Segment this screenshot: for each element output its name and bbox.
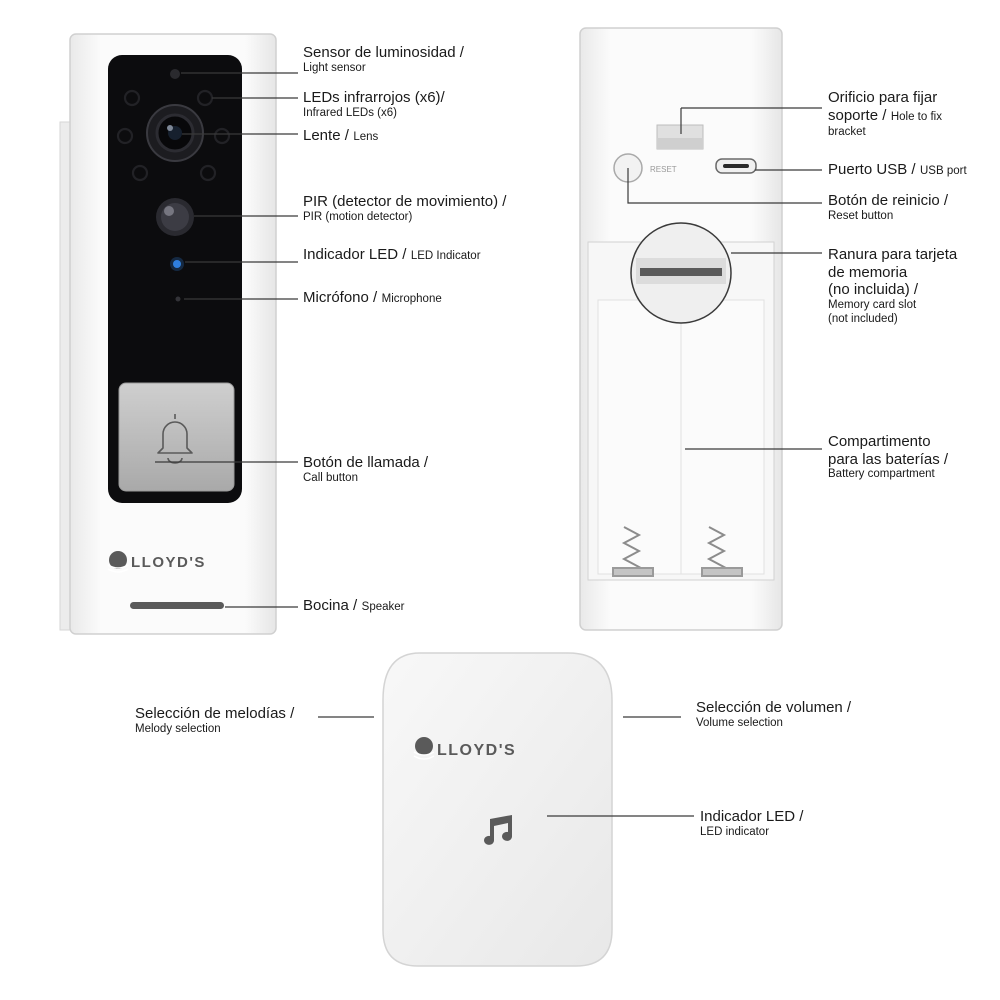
memory-slot-es-1: Ranura para tarjeta <box>828 246 958 263</box>
call-button <box>119 383 234 491</box>
doorbell-front <box>60 34 276 634</box>
callout-pir <box>303 193 506 224</box>
battery-en: Battery compartment <box>828 468 935 481</box>
pir-es: PIR (detector de movimiento) / <box>303 193 507 210</box>
volume-en: Volume selection <box>696 716 783 729</box>
ir-leds-es: LEDs infrarrojos (x6)/ <box>303 89 445 106</box>
memory-slot-es-2: de memoria <box>828 263 908 281</box>
memory-slot-en-1: Memory card slot <box>828 299 917 312</box>
light-sensor <box>170 69 180 79</box>
callout-chime-led <box>700 808 803 839</box>
callout-memory-slot <box>828 246 957 326</box>
pir-sensor <box>156 198 194 236</box>
callout-reset-button <box>828 192 948 223</box>
chime-unit <box>383 653 612 966</box>
chime-led-en: LED indicator <box>700 825 770 838</box>
call-button-en: Call button <box>303 471 358 484</box>
volume-es: Selección de volumen / <box>696 699 852 716</box>
bracket-hole-es-2: soporte / <box>828 106 887 124</box>
callout-call-button <box>303 454 428 485</box>
melody-es: Selección de melodías / <box>135 705 295 722</box>
lens-en: Lens <box>353 131 379 143</box>
callout-bracket-hole <box>828 89 942 139</box>
melody-en: Melody selection <box>135 722 221 735</box>
reset-text: RESET <box>650 165 677 174</box>
led-indicator-es: Indicador LED / <box>303 246 407 263</box>
speaker-es: Bocina / <box>303 597 358 614</box>
battery-es-2: para las baterías / <box>828 450 949 468</box>
speaker-en: Speaker <box>361 601 405 613</box>
callout-light-sensor <box>303 44 464 75</box>
lens-es: Lente / <box>303 127 349 144</box>
brand-logo-text: LLOYD'S <box>131 554 206 571</box>
pir-en: PIR (motion detector) <box>303 210 413 223</box>
microphone-es: Micrófono / <box>303 289 378 306</box>
bracket-hole-es-1: Orificio para fijar <box>828 89 938 106</box>
brand-logo-chime-text: LLOYD'S <box>437 742 517 759</box>
ir-leds-en: Infrared LEDs (x6) <box>303 106 397 119</box>
call-button-es: Botón de llamada / <box>303 454 429 471</box>
microphone-en: Microphone <box>381 293 442 305</box>
battery-es-1: Compartimento <box>828 433 931 450</box>
callout-led-indicator <box>303 246 481 265</box>
callout-battery <box>828 433 948 482</box>
callout-ir-leds <box>303 89 445 120</box>
callout-volume <box>696 699 851 730</box>
light-sensor-en: Light sensor <box>303 61 366 74</box>
chime-led-es: Indicador LED / <box>700 808 804 825</box>
callout-speaker <box>303 597 405 616</box>
callout-usb-port <box>828 161 967 180</box>
led-indicator-glow <box>170 257 184 271</box>
memory-slot-es-3: (no incluida) / <box>828 281 919 299</box>
callout-lens <box>303 127 378 146</box>
camera-lens <box>147 105 203 161</box>
led-indicator-en: LED Indicator <box>410 250 481 262</box>
usb-port-en: USB port <box>920 165 967 177</box>
memory-slot-en-2: (not included) <box>828 312 898 325</box>
callout-melody <box>135 705 294 736</box>
usb-port-es: Puerto USB / <box>828 161 916 178</box>
callout-microphone <box>303 289 442 308</box>
reset-button-en: Reset button <box>828 209 894 222</box>
speaker-grille <box>130 602 224 609</box>
memory-slot-magnifier <box>631 223 731 323</box>
reset-button-es: Botón de reinicio / <box>828 192 949 209</box>
light-sensor-es: Sensor de luminosidad / <box>303 44 464 61</box>
bracket-hole-en-1: Hole to fix <box>890 110 942 123</box>
bracket-hole-en-2: bracket <box>828 125 866 138</box>
microphone-hole <box>176 297 181 302</box>
